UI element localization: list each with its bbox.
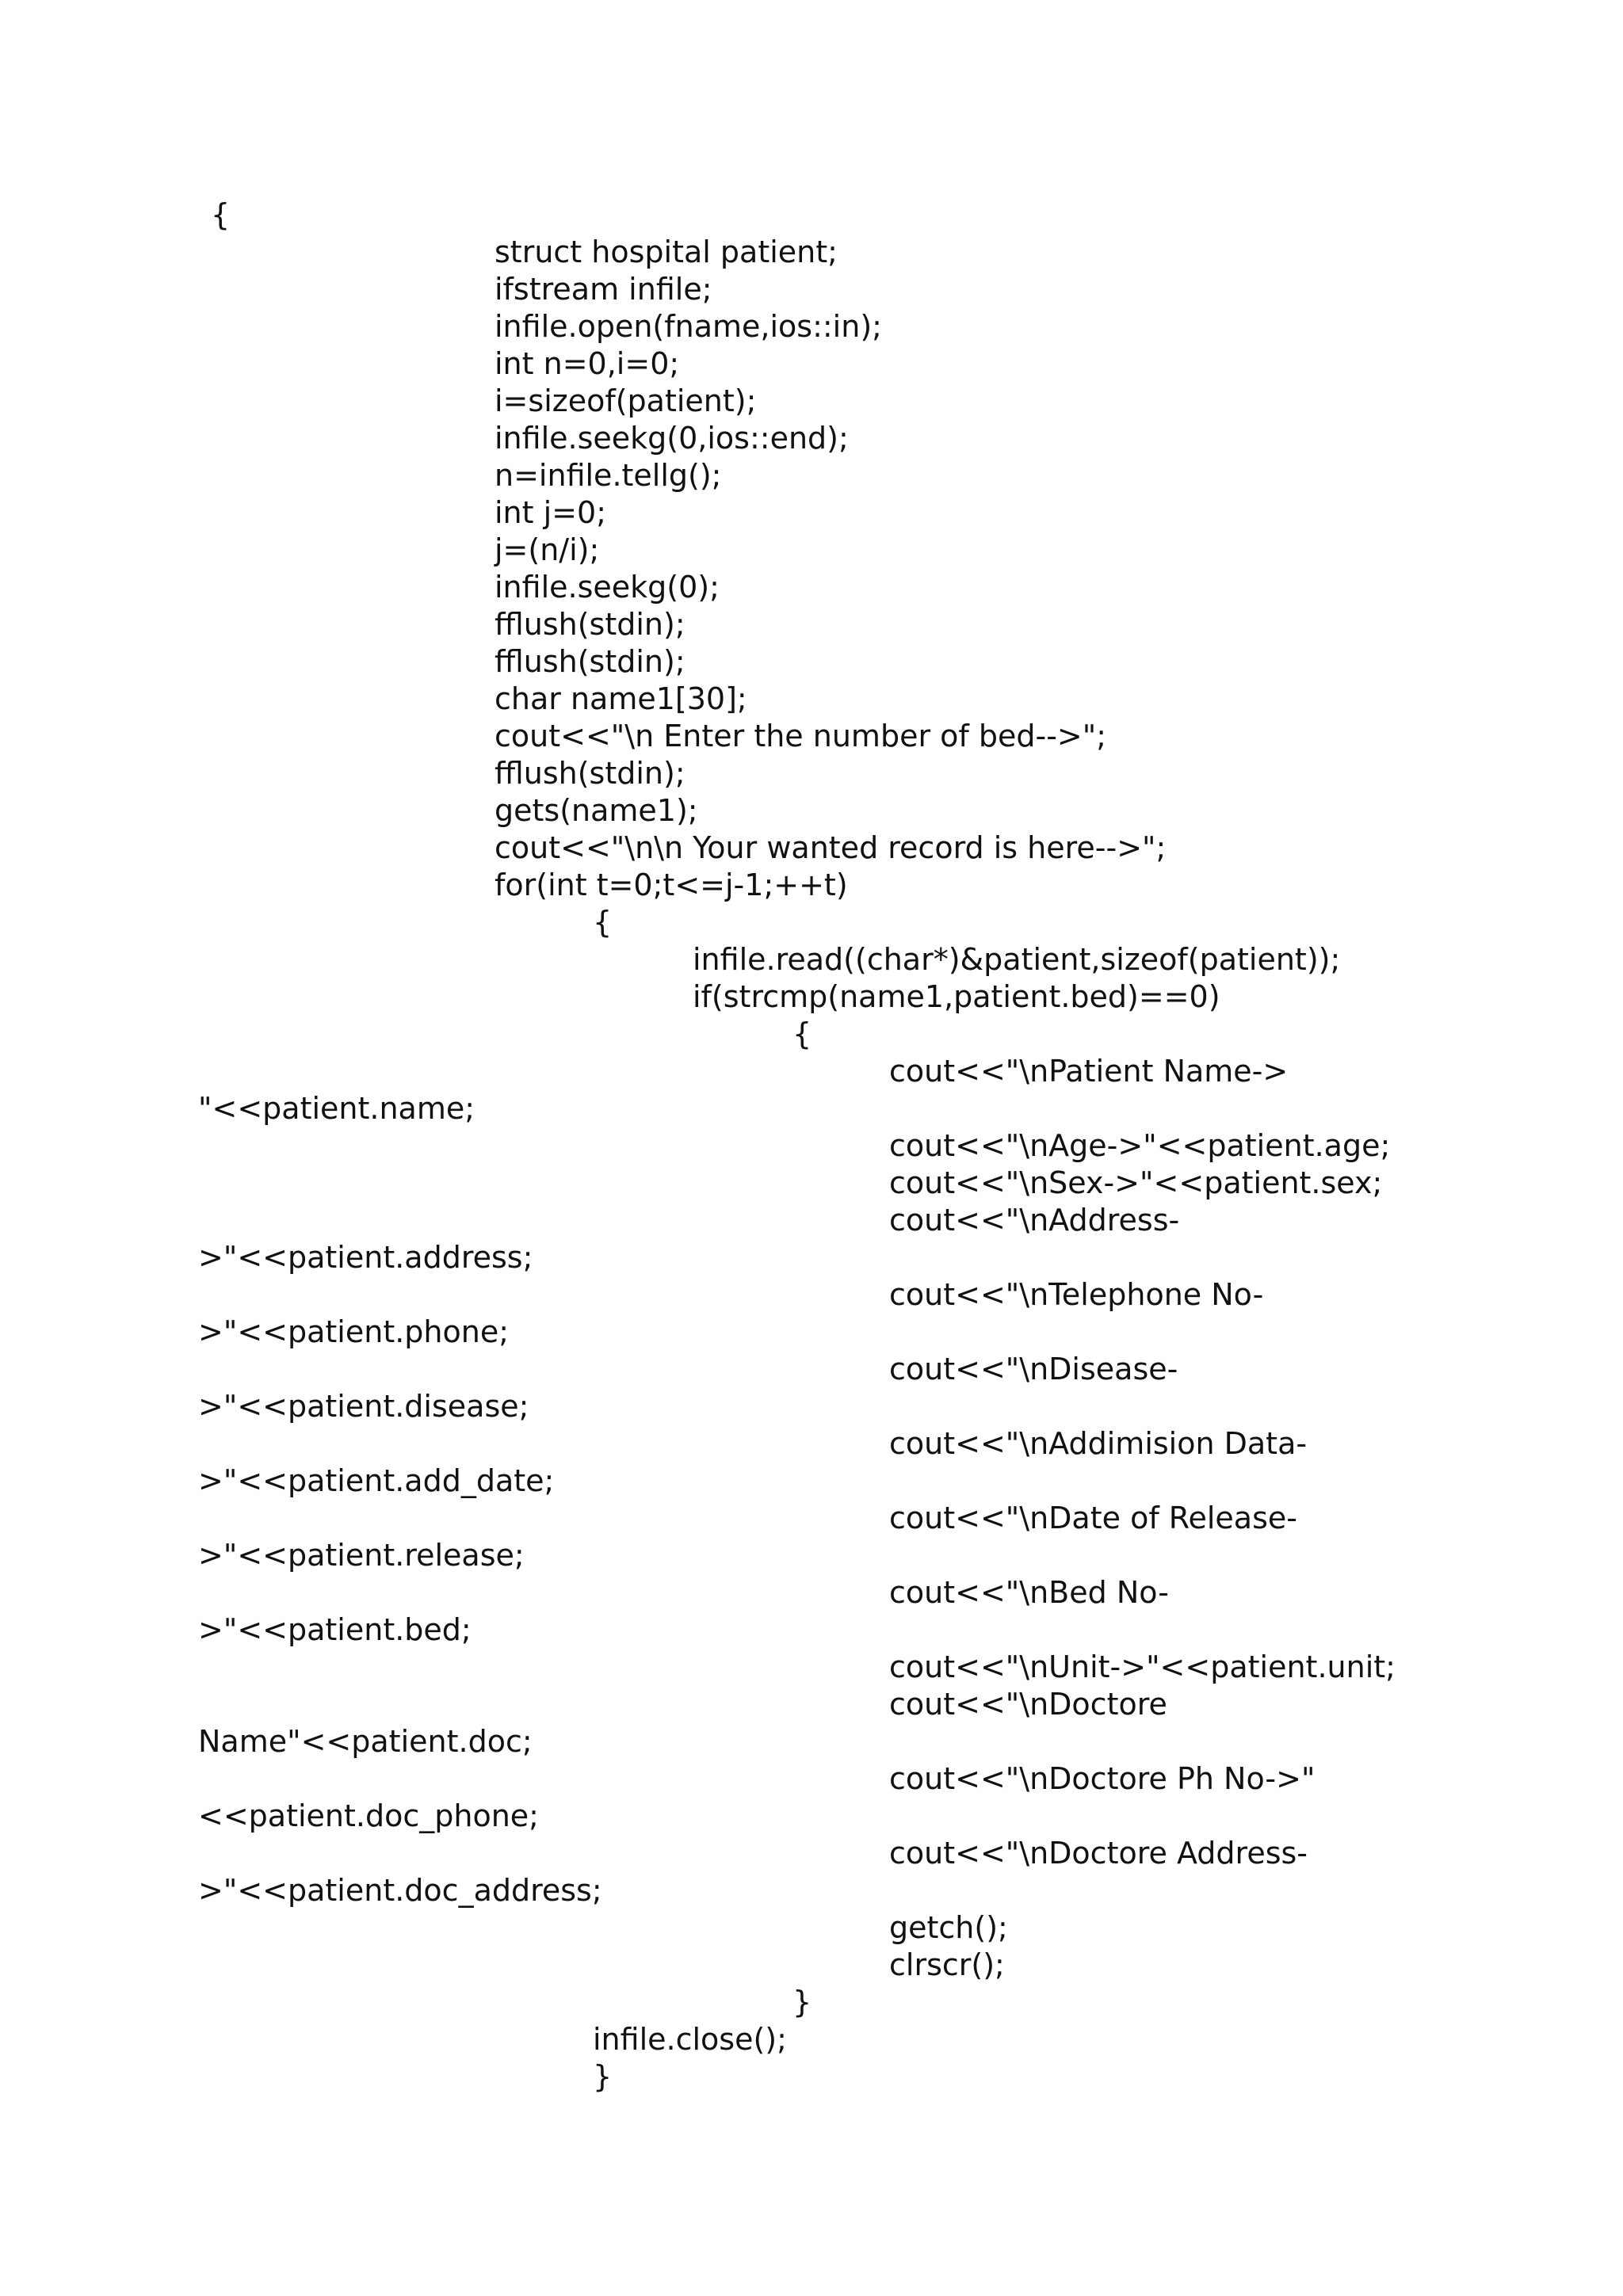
code-line: char name1[30]; xyxy=(495,681,747,716)
code-line: } xyxy=(792,1985,812,2019)
code-line: cout<<"\nSex->"<<patient.sex; xyxy=(889,1165,1383,1200)
code-line: cout<<"\nPatient Name-> xyxy=(889,1054,1289,1089)
code-line: fflush(stdin); xyxy=(495,756,685,791)
code-line: cout<<"\nUnit->"<<patient.unit; xyxy=(889,1650,1396,1684)
code-line: >"<<patient.add_date; xyxy=(198,1463,555,1498)
code-line: cout<<"\nTelephone No- xyxy=(889,1277,1264,1312)
code-line: >"<<patient.release; xyxy=(198,1538,525,1573)
code-line: infile.seekg(0,ios::end); xyxy=(495,421,849,456)
code-line: i=sizeof(patient); xyxy=(495,383,757,418)
code-line: cout<<"\n Enter the number of bed-->"; xyxy=(495,719,1107,753)
code-line: cout<<"\nDisease- xyxy=(889,1352,1178,1386)
code-line: int n=0,i=0; xyxy=(495,346,680,381)
code-line: struct hospital patient; xyxy=(495,235,838,269)
code-line: infile.close(); xyxy=(593,2022,787,2057)
code-line: { xyxy=(593,905,613,940)
code-line: int j=0; xyxy=(495,495,606,530)
code-line: for(int t=0;t<=j-1;++t) xyxy=(495,868,848,902)
code-line: >"<<patient.bed; xyxy=(198,1612,472,1647)
code-line: n=infile.tellg(); xyxy=(495,458,722,493)
code-line: fflush(stdin); xyxy=(495,644,685,679)
code-line: getch(); xyxy=(889,1910,1008,1945)
code-line: cout<<"\nAddimision Data- xyxy=(889,1426,1308,1461)
code-line: clrscr(); xyxy=(889,1947,1005,1982)
code-line: >"<<patient.disease; xyxy=(198,1389,529,1424)
code-line: fflush(stdin); xyxy=(495,607,685,642)
code-line: >"<<patient.doc_address; xyxy=(198,1873,602,1908)
code-line: ifstream infile; xyxy=(495,272,712,307)
code-line: cout<<"\nBed No- xyxy=(889,1575,1169,1610)
code-line: { xyxy=(211,197,231,232)
code-line: infile.read((char*)&patient,sizeof(patient)); xyxy=(693,942,1341,977)
code-line: <<patient.doc_phone; xyxy=(198,1798,539,1833)
code-line: j=(n/i); xyxy=(495,532,600,567)
code-line: infile.seekg(0); xyxy=(495,570,720,605)
code-line: cout<<"\nDoctore xyxy=(889,1687,1167,1722)
code-line: { xyxy=(792,1016,812,1051)
code-line: cout<<"\nDate of Release- xyxy=(889,1501,1297,1535)
code-line: Name"<<patient.doc; xyxy=(198,1724,533,1759)
code-line: cout<<"\nDoctore Address- xyxy=(889,1836,1308,1871)
code-line: cout<<"\n\n Your wanted record is here-->"; xyxy=(495,830,1167,865)
code-line: } xyxy=(593,2059,613,2094)
code-line: cout<<"\nDoctore Ph No->" xyxy=(889,1761,1316,1796)
code-line: infile.open(fname,ios::in); xyxy=(495,309,882,344)
code-line: cout<<"\nAddress- xyxy=(889,1203,1180,1238)
code-line: gets(name1); xyxy=(495,793,698,828)
code-line: >"<<patient.phone; xyxy=(198,1314,510,1349)
code-line: if(strcmp(name1,patient.bed)==0) xyxy=(693,979,1220,1014)
code-line: cout<<"\nAge->"<<patient.age; xyxy=(889,1128,1391,1163)
code-line: "<<patient.name; xyxy=(198,1091,475,1126)
code-line: >"<<patient.address; xyxy=(198,1240,533,1275)
